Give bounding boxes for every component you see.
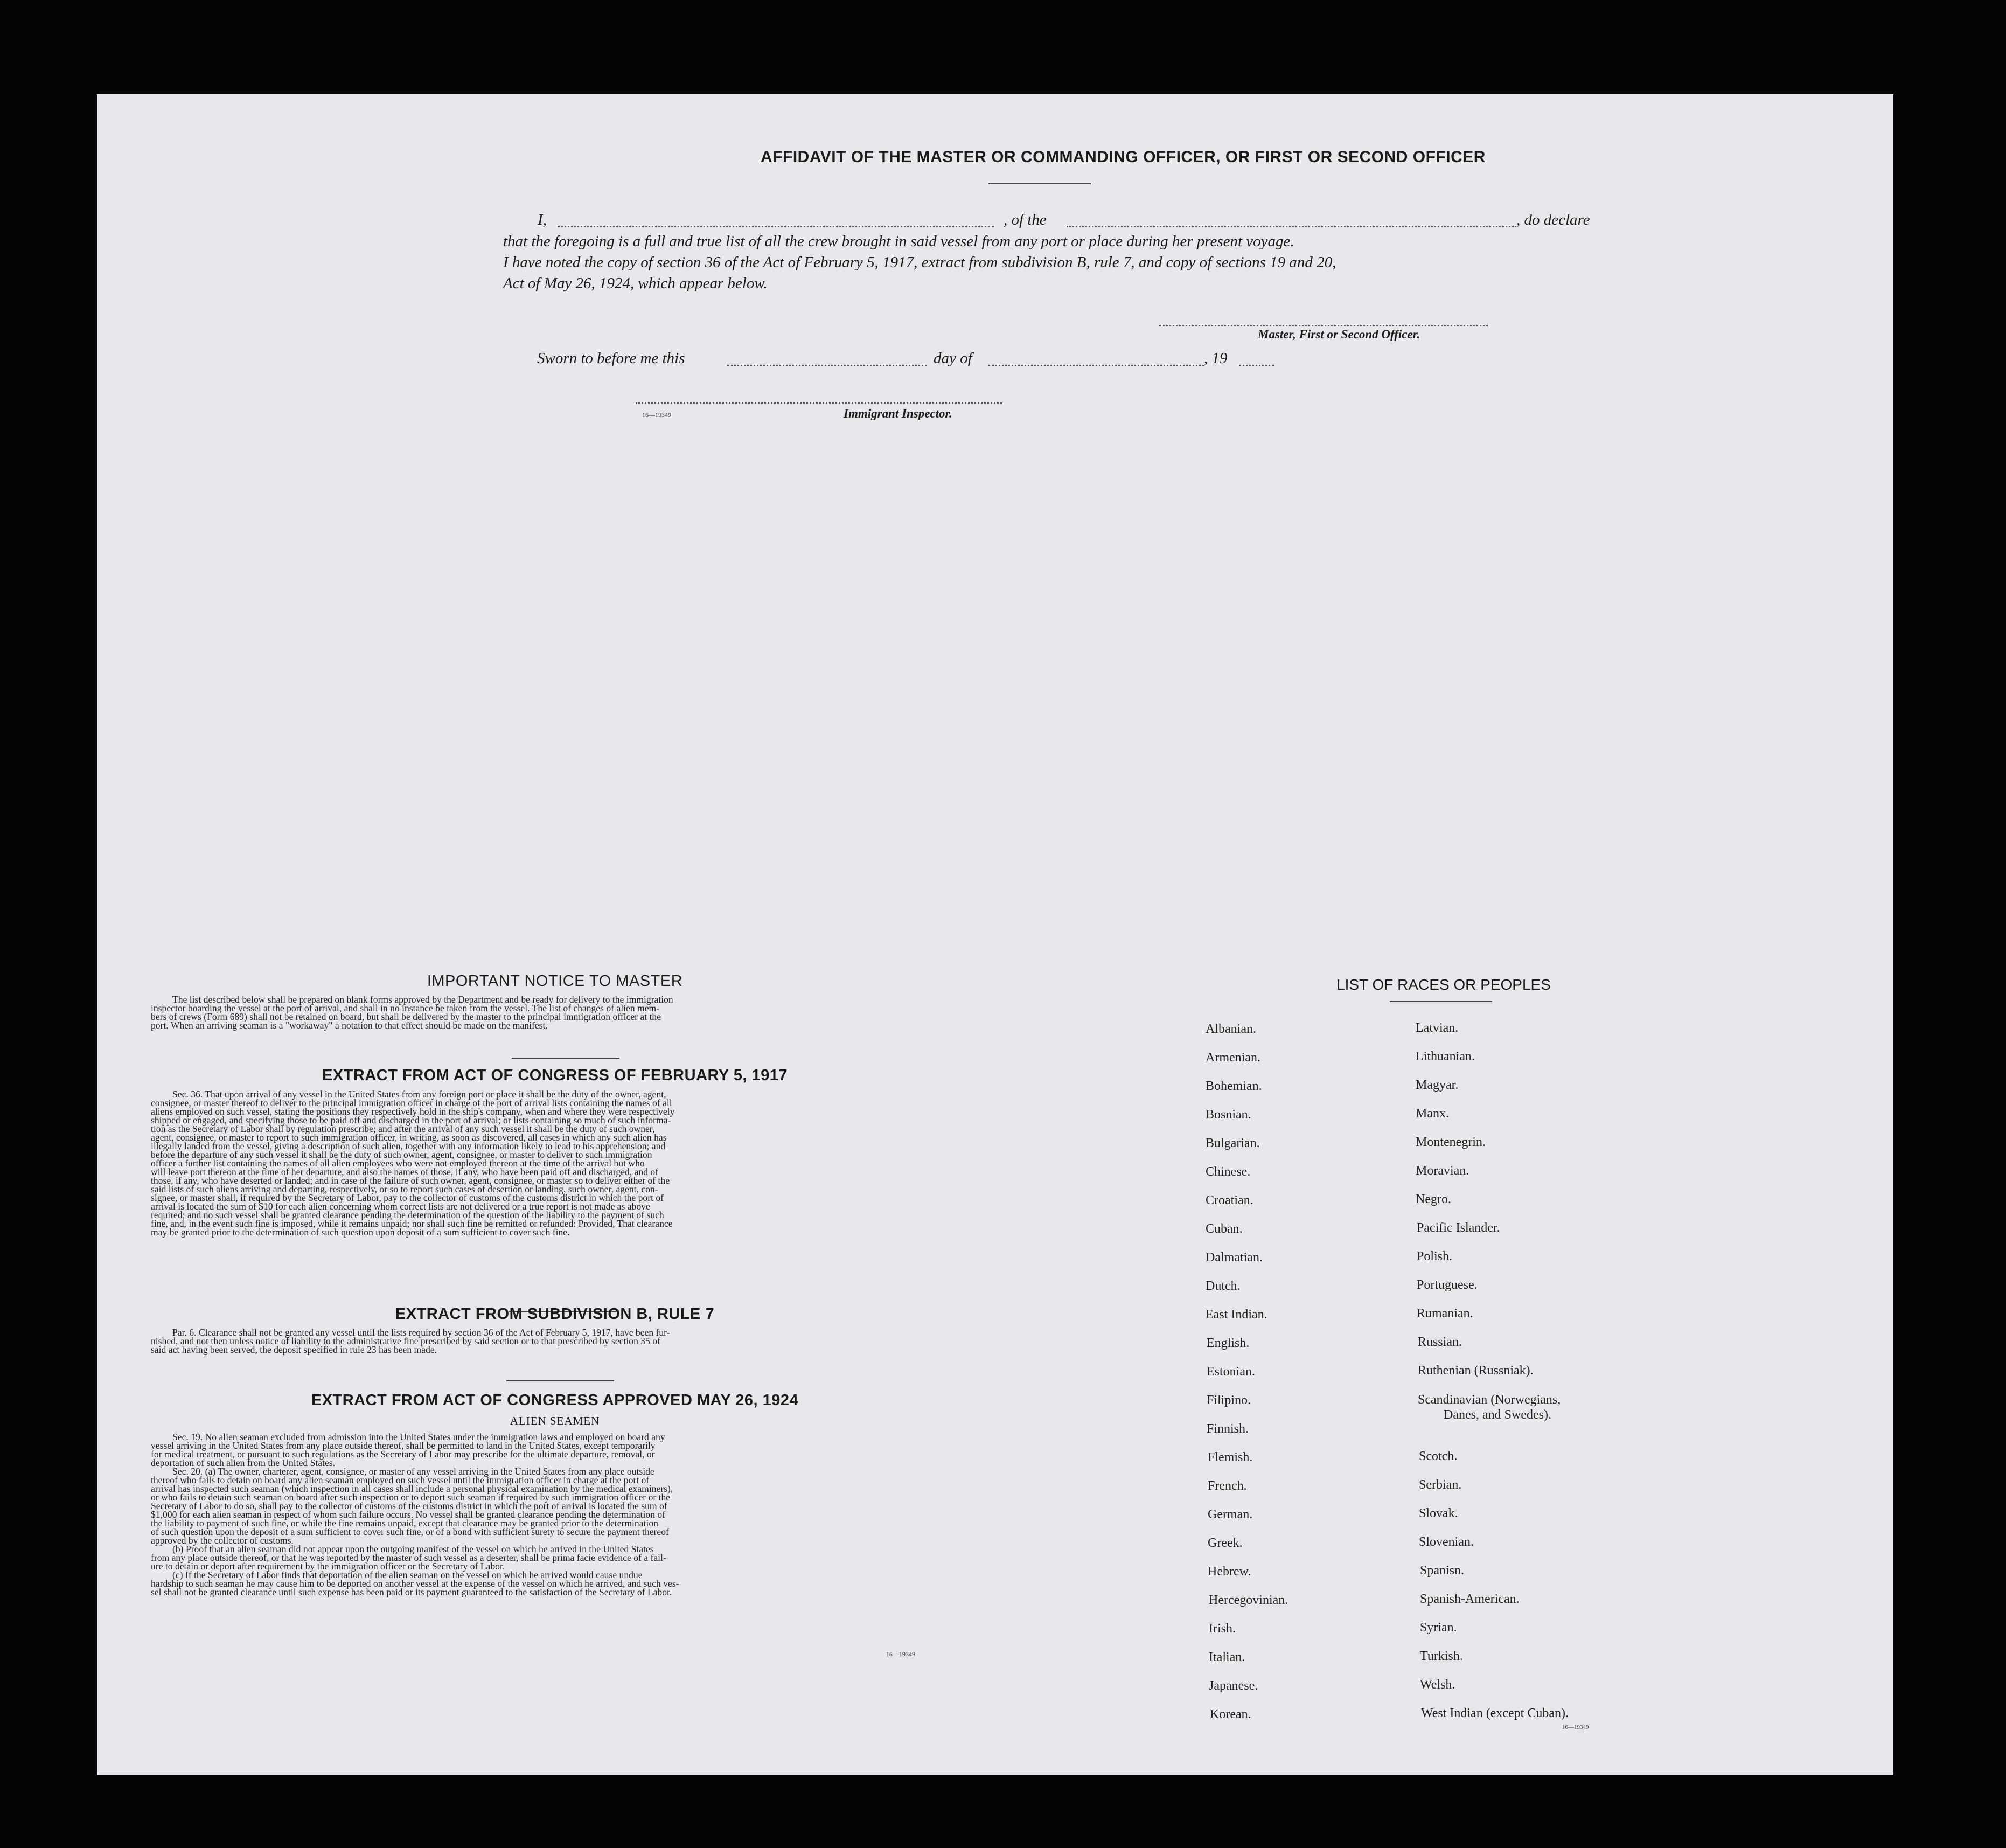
extract-1917-line: signee, or master shall, if required by the Secretary of Labor, pay to the collector of customs of the customs district in which the port of xyxy=(151,1192,664,1203)
race-left: English. xyxy=(1207,1336,1250,1350)
extract-1924-line: Sec. 20. (a) The owner, charterer, agent, consignee, or master of any vessel arriving in the United States from any place outside xyxy=(172,1466,654,1477)
race-right: Moravian. xyxy=(1416,1164,1469,1178)
extract-1924-line: of such question upon the deposit of a sum sufficient to cover such fine, or of a bond with sufficient surety to secure the payment thereof xyxy=(151,1526,669,1537)
extract-1917-line: shipped or engaged, and specifying those to be paid off and discharged in the port of arrival; or lists containing so much of such informa- xyxy=(151,1115,671,1126)
affidavit-form-number: 16—19349 xyxy=(642,411,671,419)
race-left: Finnish. xyxy=(1207,1422,1249,1436)
section-divider xyxy=(512,1058,619,1059)
races-title: LIST OF RACES OR PEOPLES xyxy=(1336,976,1551,993)
extract-1924-line: $1,000 for each alien seaman in respect of whom such failure occurs. No vessel shall be granted clearance pending the determination of xyxy=(151,1509,666,1520)
race-right: Scandinavian (Norwegians, xyxy=(1418,1393,1561,1407)
extract-1917-line: consignee, or master thereof to deliver to the principal immigration officer in charge of the port of arrival lists containing the names of all xyxy=(151,1097,672,1108)
inspector-label: Immigrant Inspector. xyxy=(844,407,952,420)
extract-1917-line: required; and no such vessel shall be granted clearance pending the determination of the question of the liability to the payment of such xyxy=(151,1210,664,1220)
extract-1917-line: fine, and, in the event such fine is imposed, while it remains unpaid; nor shall such fine be remitted or refunded: Provided, That clearance xyxy=(151,1218,673,1229)
race-right: West Indian (except Cuban). xyxy=(1421,1706,1569,1720)
extract-1924-line: Sec. 19. No alien seaman excluded from admission into the United States under the immigration laws and employed on board any xyxy=(172,1432,665,1442)
race-right: Spanish-American. xyxy=(1420,1592,1520,1606)
extract-1917-line: said lists of such aliens arriving and departing, respectively, or so to report such cases of desertion or landing, such owner, agent, con- xyxy=(151,1184,658,1194)
race-left: Dutch. xyxy=(1206,1279,1241,1293)
extract-1924-line: sel shall not be granted clearance until such expense has been paid or its payment guaranteed to the satisfaction of the Secretary of Labor. xyxy=(151,1587,672,1597)
extract-1917-line: Sec. 36. That upon arrival of any vessel in the United States from any foreign port or place it shall be the duty of the owner, agent, xyxy=(172,1089,666,1100)
extract-1917-line: arrival is located the sum of $10 for each alien concerning whom correct lists are not delivered or a true report is not made as above xyxy=(151,1201,650,1212)
extract-1924-title: EXTRACT FROM ACT OF CONGRESS APPROVED MAY 26, 1924 xyxy=(311,1392,799,1409)
race-left: Croatian. xyxy=(1206,1193,1253,1207)
extract-form-number: 16—19349 xyxy=(886,1650,915,1658)
year-label: , 19 xyxy=(1204,350,1228,367)
race-right: Syrian. xyxy=(1420,1621,1457,1635)
notice-text xyxy=(151,995,953,1030)
race-left: Filipino. xyxy=(1207,1393,1251,1407)
sworn-day-field[interactable] xyxy=(727,365,927,366)
notice-line: bers of crews (Form 689) shall not be retained on board, but shall be delivered by the master to the principal immigration officer at the xyxy=(151,1011,661,1022)
extract-1917-line: those, if any, who have deserted or landed; and in case of the failure of such owner, agent, consignee, or master so to deliver either of the xyxy=(151,1175,670,1186)
race-left: Albanian. xyxy=(1206,1022,1256,1036)
affidavit-line-1 xyxy=(538,209,1615,231)
extract-1924-line: Secretary of Labor to do so, shall pay to the collector of customs of the customs district in which the port of arrival is located the sum of xyxy=(151,1500,667,1511)
extract-1924-text xyxy=(151,1433,953,1596)
race-left: Bohemian. xyxy=(1206,1079,1262,1093)
race-right: Slovak. xyxy=(1419,1506,1458,1520)
race-left: Greek. xyxy=(1208,1536,1243,1550)
extract-1924-line: ure to detain or deport after requirement by the immigration officer or the Secretary of Labor. xyxy=(151,1561,505,1572)
extract-1924-line: deportation of such alien from the United States. xyxy=(151,1457,336,1468)
race-right: Portuguese. xyxy=(1417,1278,1478,1292)
of-the-label: , of the xyxy=(1004,211,1047,228)
race-right: Montenegrin. xyxy=(1416,1135,1486,1149)
extract-rule7-line: Par. 6. Clearance shall not be granted any vessel until the lists required by section 36 of the Act of February 5, 1917, have been fur- xyxy=(172,1327,670,1338)
alien-seamen-subtitle: ALIEN SEAMEN xyxy=(510,1414,600,1427)
race-left: German. xyxy=(1208,1507,1253,1522)
extract-1917-line: agent, consignee, or master to report to such immigration officer, in writing, as soon as discovered, all cases in which any such alien has xyxy=(151,1132,667,1143)
master-signature-field[interactable] xyxy=(1159,325,1488,326)
race-left: Armenian. xyxy=(1206,1051,1260,1065)
race-right: Polish. xyxy=(1417,1249,1453,1263)
race-right: Magyar. xyxy=(1416,1078,1459,1092)
extract-1917-title: EXTRACT FROM ACT OF CONGRESS OF FEBRUARY 5, 1917 xyxy=(322,1067,788,1084)
races-divider xyxy=(1390,1001,1492,1002)
extract-1924-line: from any place outside thereof, or that he was reported by the master of such vessel as a deserter, shall be prima facie evidence of a fail- xyxy=(151,1552,666,1563)
affidavit-line-2: that the foregoing is a full and true list of all the crew brought in said vessel from any port or place during her present voyage. xyxy=(503,233,1294,250)
race-left: Flemish. xyxy=(1208,1450,1253,1464)
vessel-field[interactable] xyxy=(1067,226,1516,227)
extract-1917-line: before the departure of any such vessel it shall be the duty of such owner, agent, consignee, or master to deliver to such immigration xyxy=(151,1149,652,1160)
race-left: Cuban. xyxy=(1206,1222,1243,1236)
affidavit-line-4: Act of May 26, 1924, which appear below. xyxy=(503,275,768,292)
form-page xyxy=(97,94,1893,1775)
extract-1924-line: the liability to payment of such fine, or while the fine remains unpaid, except that clearance may be granted prior to the determination xyxy=(151,1518,658,1529)
race-right: Welsh. xyxy=(1420,1678,1455,1692)
race-right: Slovenian. xyxy=(1419,1535,1474,1549)
race-right: Ruthenian (Russniak). xyxy=(1418,1364,1534,1378)
extract-1924-line: approved by the collector of customs. xyxy=(151,1535,294,1546)
affidavit-line-3: I have noted the copy of section 36 of the Act of February 5, 1917, extract from subdivision B, rule 7, and copy of sections 19 and 20, xyxy=(503,254,1336,271)
race-right: Danes, and Swedes). xyxy=(1444,1408,1551,1422)
sworn-label: Sworn to before me this xyxy=(537,350,685,367)
extract-1917-line: officer a further list containing the names of all alien employees who were not employed thereon at the time of the arrival but who xyxy=(151,1158,645,1169)
i-label: I, xyxy=(538,211,547,228)
race-left: Dalmatian. xyxy=(1206,1250,1263,1265)
notice-title: IMPORTANT NOTICE TO MASTER xyxy=(427,972,683,990)
extract-1924-line: hardship to such seaman he may cause him to be deported on another vessel at the expense of the vessel on which he arrived, and such ves- xyxy=(151,1578,679,1589)
race-right: Russian. xyxy=(1418,1335,1462,1349)
race-right: Scotch. xyxy=(1419,1449,1458,1463)
race-left: Hebrew. xyxy=(1208,1565,1251,1579)
race-left: Italian. xyxy=(1209,1650,1245,1664)
race-left: Estonian. xyxy=(1207,1365,1255,1379)
name-field[interactable] xyxy=(558,226,994,227)
race-right: Rumanian. xyxy=(1417,1307,1473,1321)
master-signature-label: Master, First or Second Officer. xyxy=(1258,328,1420,341)
extract-1924-line: (c) If the Secretary of Labor finds that deportation of the alien seaman on the vessel on which he arrived would cause undue xyxy=(172,1569,643,1580)
race-right: Spanisn. xyxy=(1420,1564,1465,1578)
race-right: Turkish. xyxy=(1420,1649,1463,1663)
affidavit-title: AFFIDAVIT OF THE MASTER OR COMMANDING OFFICER, OR FIRST OR SECOND OFFICER xyxy=(761,148,1486,166)
notice-line: port. When an arriving seaman is a "workaway" a notation to that effect should be made on the manifest. xyxy=(151,1020,548,1031)
extract-1917-line: will leave port thereon at the time of her departure, and also the names of those, if any, who have been paid off and discharged, and of xyxy=(151,1166,659,1177)
extract-rule7-line: nished, and not then unless notice of liability to the administrative fine prescribed by said section or to that prescribed by section 35 of xyxy=(151,1336,660,1346)
extract-1917-line: aliens employed on such vessel, stating the positions they respectively hold in the ship's company, when and where they were respectively xyxy=(151,1106,675,1117)
race-left: East Indian. xyxy=(1206,1308,1267,1322)
day-of-label: day of xyxy=(934,350,972,367)
notice-line: inspector boarding the vessel at the port of arrival, and shall in no instance be taken from the vessel. The list of changes of alien mem- xyxy=(151,1003,660,1013)
sworn-year-field[interactable] xyxy=(1239,365,1274,366)
race-left: Bulgarian. xyxy=(1206,1136,1260,1150)
extract-1917-line: may be granted prior to the determination of such question upon deposit of a sum sufficient to cover such fine. xyxy=(151,1227,570,1238)
extract-1924-line: vessel arriving in the United States from any place outside thereof, shall be permitted to land in the United States, except temporarily xyxy=(151,1440,656,1451)
race-left: French. xyxy=(1208,1479,1247,1493)
race-left: Irish. xyxy=(1209,1622,1236,1636)
extract-rule7-text xyxy=(151,1328,953,1354)
do-declare-label: , do declare xyxy=(1516,211,1590,228)
race-left: Bosnian. xyxy=(1206,1108,1251,1122)
notice-line: The list described below shall be prepared on blank forms approved by the Department and be ready for delivery to the immigration xyxy=(172,994,673,1005)
race-right: Latvian. xyxy=(1416,1021,1459,1035)
extract-1917-text xyxy=(151,1090,953,1236)
race-left: Korean. xyxy=(1210,1707,1251,1721)
race-right: Pacific Islander. xyxy=(1417,1221,1500,1235)
sworn-month-field[interactable] xyxy=(988,365,1204,366)
section-divider xyxy=(506,1380,614,1381)
extract-rule7-title: EXTRACT FROM SUBDIVISION B, RULE 7 xyxy=(395,1305,715,1323)
race-left: Chinese. xyxy=(1206,1165,1251,1179)
extract-1924-line: for medical treatment, or pursuant to such regulations as the Secretary of Labor may prescribe for the ultimate departure, removal, or xyxy=(151,1449,655,1460)
race-left: Japanese. xyxy=(1209,1679,1258,1693)
extract-1924-line: thereof who fails to detain on board any alien seaman employed on such vessel until the immigration officer in charge at the port of xyxy=(151,1475,650,1485)
title-divider xyxy=(988,183,1091,184)
extract-rule7-line: said act having been served, the deposit specified in rule 23 has been made. xyxy=(151,1344,437,1355)
race-right: Serbian. xyxy=(1419,1478,1462,1492)
race-right: Lithuanian. xyxy=(1416,1050,1475,1064)
race-left: Hercegovinian. xyxy=(1209,1593,1288,1607)
extract-1924-line: arrival has inspected such seaman (which inspection in all cases shall include a personal physical examination by the medical examiners), xyxy=(151,1483,673,1494)
extract-1924-line: (b) Proof that an alien seaman did not appear upon the outgoing manifest of the vessel on which he arrived in the United States xyxy=(172,1544,654,1554)
races-form-number: 16—19349 xyxy=(1562,1724,1589,1731)
inspector-signature-field[interactable] xyxy=(636,402,1002,404)
race-right: Manx. xyxy=(1416,1107,1449,1121)
extract-1917-line: illegally landed from the vessel, giving a description of such alien, together with any information likely to lead to his apprehension; and xyxy=(151,1141,666,1151)
race-right: Negro. xyxy=(1416,1192,1451,1206)
extract-1924-line: or who fails to detain such seaman on board after such inspection or to deport such seaman if required by such immigration officer or the xyxy=(151,1492,671,1503)
extract-1917-line: tion as the Secretary of Labor shall by regulation prescribe; and after the arrival of any such vessel it shall be the duty of such owner, xyxy=(151,1123,655,1134)
